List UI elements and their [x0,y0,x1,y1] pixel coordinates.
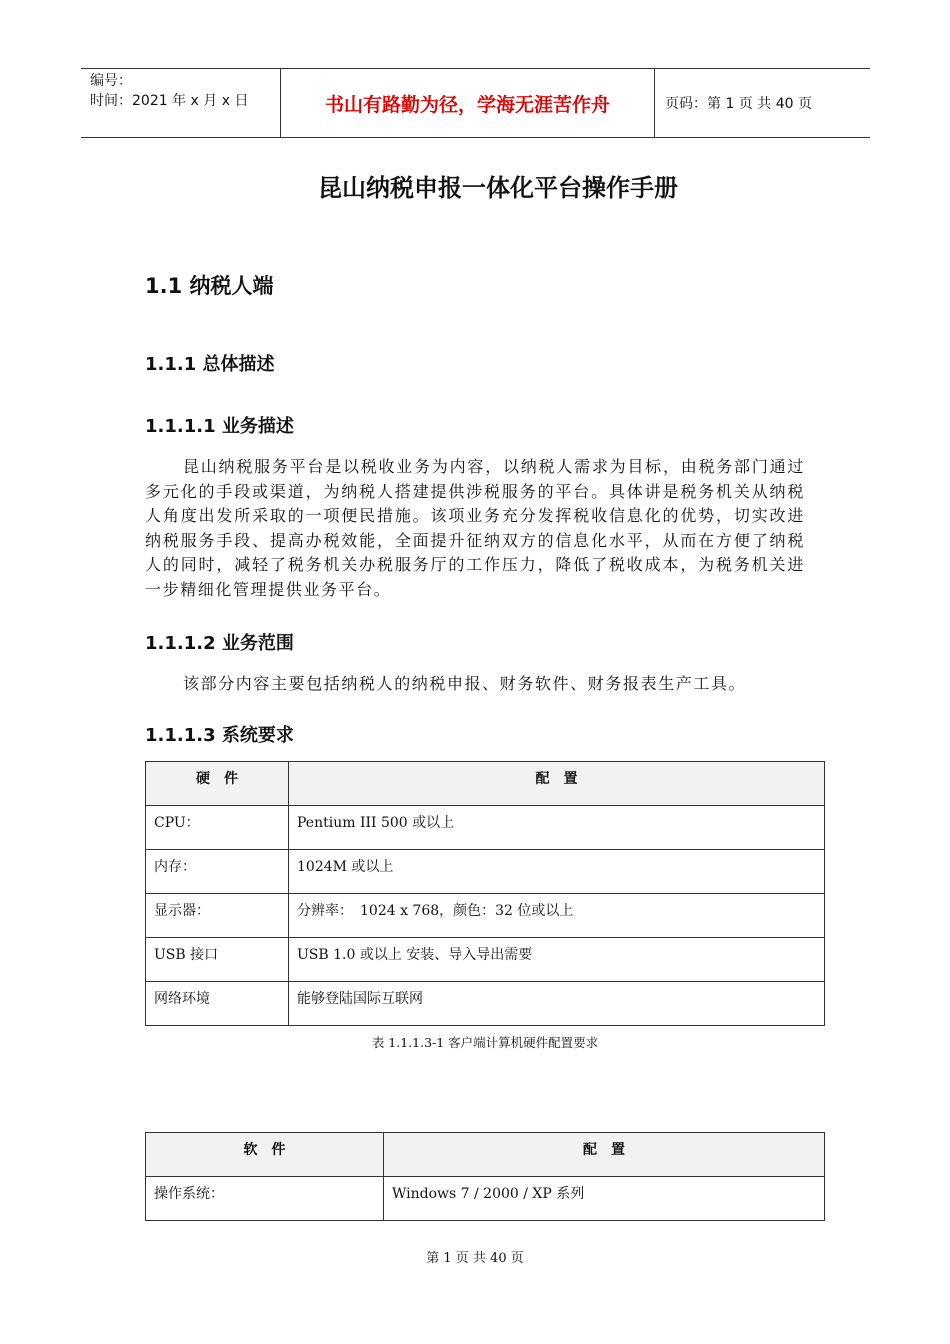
section-heading-1-1-1-1: 1.1.1.1 业务描述 [145,416,294,437]
table-cell: 显示器： [146,894,289,938]
number-label: 编号： [90,73,132,89]
table-header-cell: 硬 件 [146,762,289,806]
table-header-cell: 软 件 [146,1133,384,1177]
section-heading-1-1: 1.1 纳税人端 [145,274,274,298]
table-header-row [146,1133,825,1177]
business-scope-paragraph: 该部分内容主要包括纳税人的纳税申报、财务软件、财务报表生产工具。 [183,674,747,693]
table-header-cell: 配 置 [384,1133,825,1177]
table-row [146,982,825,1026]
table-cell: USB 接口 [146,938,289,982]
software-requirements-table [145,1132,825,1221]
table-cell: 内存： [146,850,289,894]
table-row [146,850,825,894]
hardware-requirements-table [145,761,825,1026]
table-cell: USB 1.0 或以上 安装、导入导出需要 [289,938,825,982]
business-description-paragraph: 昆山纳税服务平台是以税收业务为内容，以纳税人需求为目标，由税务部门通过多元化的手段或渠道，为纳税人搭建提供涉税服务的平台。具体讲是税务机关从纳税人角度出发所采取的一项便民措施。该项业务充分发挥税收信息化的优势，切实改进纳税服务手段、提高办税效能，全面提升征纳双方的信息化水平，从而在方便了纳税人的同时，减轻了税务机关办税服务厅的工作压力，降低了税收成本，为税务机关进一步精细化管理提供业务平台。 [145,457,805,599]
table-cell: 网络环境 [146,982,289,1026]
table-row [146,806,825,850]
table-header-row [146,762,825,806]
document-title: 昆山纳税申报一体化平台操作手册 [318,174,678,202]
table-row [146,1177,825,1221]
page-header [81,68,870,138]
section-heading-1-1-1-3: 1.1.1.3 系统要求 [145,725,294,746]
time-label: 时间：2021 年 x 月 x 日 [90,93,249,109]
header-motto: 书山有路勤为径，学海无涯苦作舟 [281,69,655,137]
header-page-info: 页码：第 1 页 共 40 页 [665,96,812,112]
section-heading-1-1-1: 1.1.1 总体描述 [145,354,275,375]
table-cell: CPU： [146,806,289,850]
table-cell: Pentium III 500 或以上 [289,806,825,850]
page-footer: 第 1 页 共 40 页 [426,1251,524,1266]
table-header-cell: 配 置 [289,762,825,806]
table-cell: 1024M 或以上 [289,850,825,894]
table-cell: 能够登陆国际互联网 [289,982,825,1026]
hardware-table-caption: 表 1.1.1.3-1 客户端计算机硬件配置要求 [371,1035,599,1050]
table-cell: 分辨率： 1024 x 768，颜色：32 位或以上 [289,894,825,938]
table-cell: Windows 7 / 2000 / XP 系列 [384,1177,825,1221]
section-heading-1-1-1-2: 1.1.1.2 业务范围 [145,633,294,654]
table-cell: 操作系统： [146,1177,384,1221]
header-meta [81,69,281,137]
table-row [146,938,825,982]
table-row [146,894,825,938]
